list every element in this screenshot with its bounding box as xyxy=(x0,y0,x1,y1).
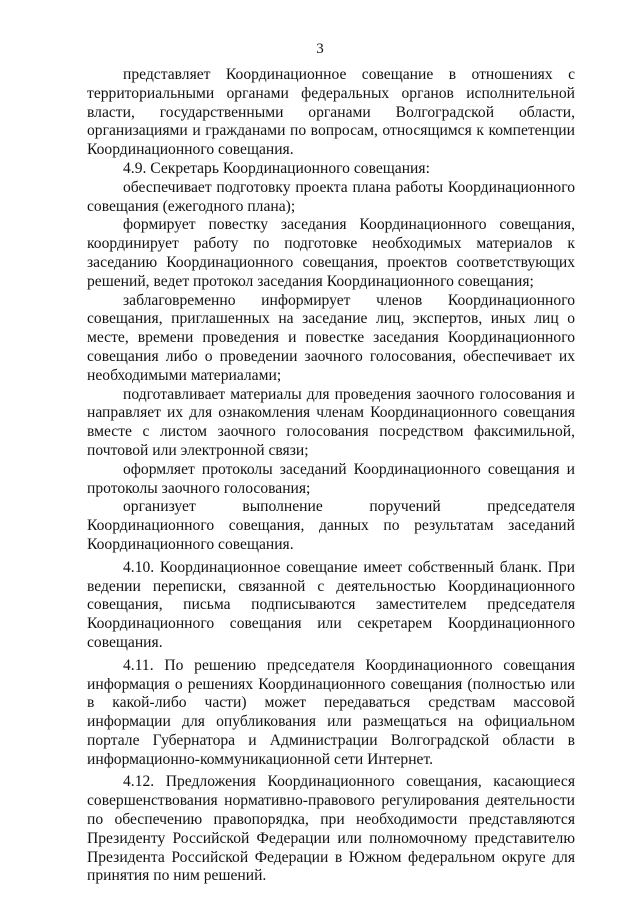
paragraph-4-10: 4.10. Координационное совещание имеет собственный бланк. При ведении переписки, связанной с деятельностью Координационного совещания, письма подписываются заместителем председателя Координационного совещания или секретарем Координационного совещания. xyxy=(87,558,575,651)
paragraph-4-8-continuation: представляет Координационное совещание в отношениях с территориальными органами федеральных органов исполнительной власти, государственными органами Волгоградской области, организациями и гражданами по вопросам, относящимся к компетенции Координационного совещания. xyxy=(87,66,575,159)
paragraph-4-12: 4.12. Предложения Координационного совещания, касающиеся совершенствования нормативно-правового регулирования деятельности по обеспечению правопорядка, при необходимости представляются Президенту Российской Федерации или полномочному представителю Президента Российской Федерации в Южном федеральном округе для принятия по ним решений. xyxy=(87,773,575,885)
paragraph-secretary-inform: заблаговременно информирует членов Координационного совещания, приглашенных на заседание лиц, экспертов, иных лиц о месте, времени проведения и повестке заседания Координационного совещания либо о проведении заочного голосования, обеспечивает их необходимыми материалами; xyxy=(87,291,575,384)
paragraph-secretary-agenda: формирует повестку заседания Координационного совещания, координирует работу по подготовке необходимых материалов к заседанию Координационного совещания, проектов соответствующих решений, ведет протокол заседания Координационного совещания; xyxy=(87,216,575,290)
paragraph-secretary-protocols: оформляет протоколы заседаний Координационного совещания и протоколы заочного голосования; xyxy=(87,460,575,497)
paragraph-4-9-heading: 4.9. Секретарь Координационного совещания: xyxy=(123,159,430,177)
document-body xyxy=(87,66,575,886)
paragraph-secretary-plan: обеспечивает подготовку проекта плана работы Координационного совещания (ежегодного плана); xyxy=(87,178,575,215)
paragraph-secretary-instructions: организует выполнение поручений председателя Координационного совещания, данных по результатам заседаний Координационного совещания. xyxy=(87,498,575,553)
paragraph-4-11: 4.11. По решению председателя Координационного совещания информация о решениях Координационного совещания (полностью или в какой-либо части) может передаваться средствам массовой информации для опубликования или размещаться на официальном портале Губернатора и Администрации Волгоградской области в информационно-коммуникационной сети Интернет. xyxy=(87,656,575,768)
page-number: 3 xyxy=(316,41,324,57)
paragraph-secretary-voting-materials: подготавливает материалы для проведения заочного голосования и направляет их для ознакомления членам Координационного совещания вместе с листом заочного голосования посредством факсимильной, почтовой или электронной связи; xyxy=(87,385,575,459)
